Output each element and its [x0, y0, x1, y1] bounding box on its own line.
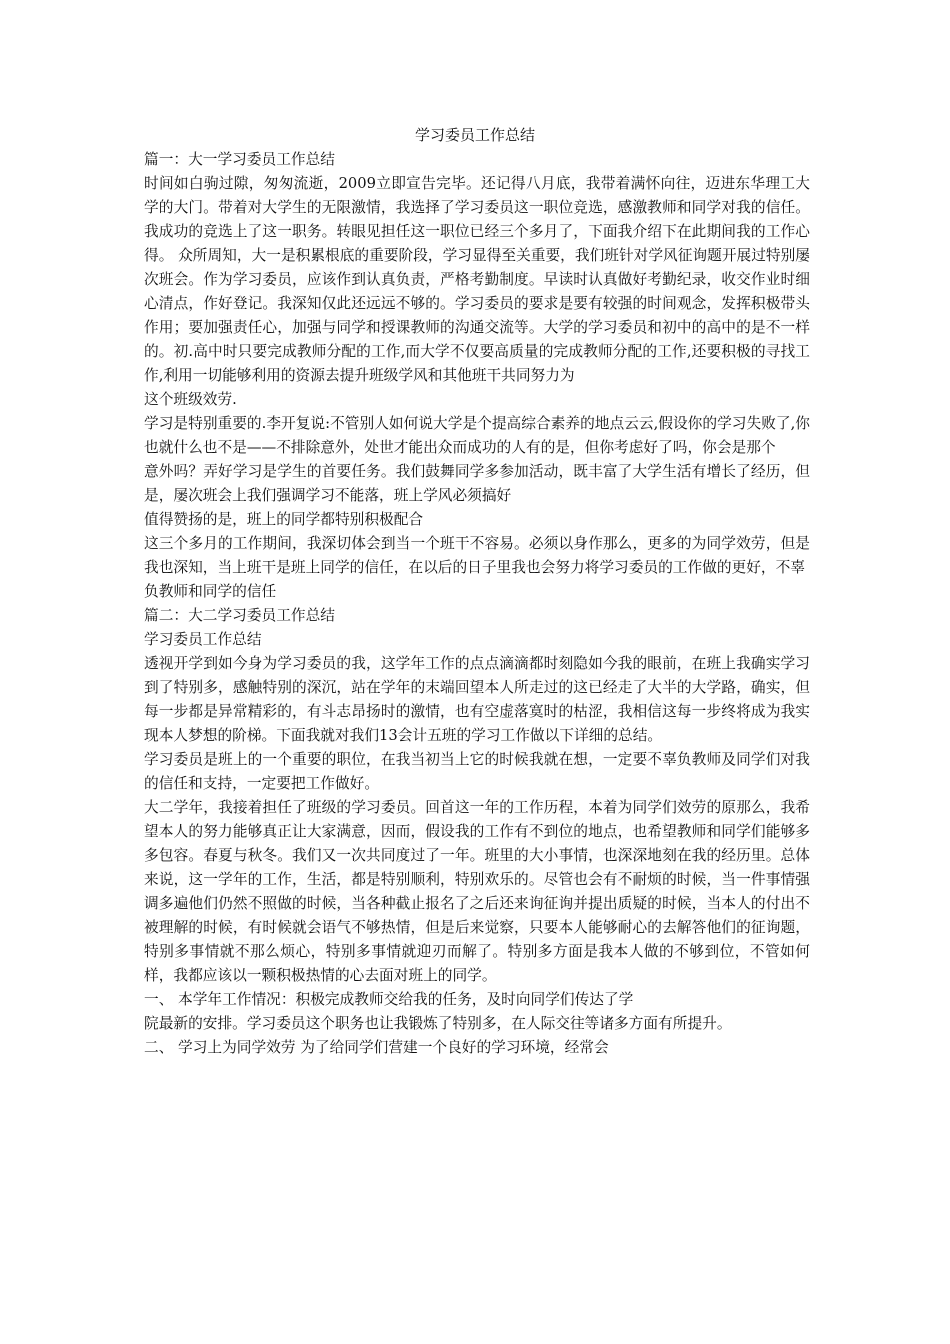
- paragraph: 时间如白驹过隙，匆匆流逝，2009立即宣告完毕。还记得八月底，我带着满怀向往，迈进东华理工大学的大门。带着对大学生的无限激情，我选择了学习委员这一职位竞选，感激教师和同学对我的信任。我成功的竞选上了这一职务。转眼见担任这一职位已经三个多月了，下面我介绍下在此期间我的工作心得。 众所周知，大一是积累根底的重要阶段，学习显得至关重要，我们班针对学风征询题开展过特别屡次班会。作为学习委员，应该作到认真负责，严格考勤制度。早读时认真做好考勤纪录，收交作业时细心清点，作好登记。我深知仅此还远远不够的。学习委员的要求是要有较强的时间观念，发挥积极带头作用；要加强责任心，加强与同学和授课教师的沟通交流等。大学的学习委员和初中的高中的是不一样的。初.高中时只要完成教师分配的工作,而大学不仅要高质量的完成教师分配的工作,还要积极的寻找工作,利用一切能够利用的资源去提升班级学风和其他班干共同努力为: [144, 175, 810, 384]
- paragraph: 院最新的安排。学习委员这个职务也让我锻炼了特别多，在人际交往等诸多方面有所提升。: [144, 1015, 732, 1032]
- paragraph: 透视开学到如今身为学习委员的我，这学年工作的点点滴滴都时刻隐如今我的眼前，在班上我确实学习到了特别多，感触特别的深沉，站在学年的末端回望本人所走过的这已经走了大半的大学路，确实，但每一步都是异常精彩的，有斗志昂扬时的激情，也有空虚落寞时的枯涩，我相信这每一步终将成为我实现本人梦想的阶梯。下面我就对我们13会计五班的学习工作做以下详细的总结。: [144, 655, 810, 744]
- list-item: 二、 学习上为同学效劳 为了给同学们营建一个良好的学习环境，经常会: [144, 1039, 609, 1056]
- paragraph: 这三个多月的工作期间，我深切体会到当一个班干不容易。必须以身作那么，更多的为同学效劳，但是我也深知，当上班干是班上同学的信任，在以后的日子里我也会努力将学习委员的工作做的更好，不辜: [144, 535, 810, 576]
- section-heading: 篇二：大二学习委员工作总结: [144, 607, 335, 624]
- paragraph: 大二学年，我接着担任了班级的学习委员。回首这一年的工作历程，本着为同学们效劳的原那么，我希望本人的努力能够真正让大家满意，因而，假设我的工作有不到位的地点，也希望教师和同学们能够多多包容。春夏与秋冬。我们又一次共同度过了一年。班里的大小事情，也深深地刻在我的经历里。总体来说，这一学年的工作，生活，都是特别顺利，特别欢乐的。尽管也会有不耐烦的时候，当一件事情强调多遍他们仍然不照做的时候，当各种截止报名了之后还来询征询并提出质疑的时候，当本人的付出不被理解的时候，有时候就会语气不够热情，但是后来觉察，只要本人能够耐心的去解答他们的征询题，特别多事情就不那么烦心，特别多事情就迎刃而解了。特别多方面是我本人做的不够到位，不管如何样，我都应该以一颗积极热情的心去面对班上的同学。: [144, 799, 810, 984]
- paragraph: 值得赞扬的是，班上的同学都特别积极配合: [144, 511, 424, 528]
- paragraph: 负教师和同学的信任: [144, 583, 277, 600]
- list-item: 一、 本学年工作情况：积极完成教师交给我的任务，及时向同学们传达了学: [144, 991, 634, 1008]
- document-body: [144, 148, 810, 1060]
- document-title: 学习委员工作总结: [414, 126, 535, 144]
- paragraph: 学习委员是班上的一个重要的职位，在我当初当上它的时候我就在想，一定要不辜负教师及同学们对我的信任和支持，一定要把工作做好。: [144, 751, 810, 792]
- section-heading: 篇一：大一学习委员工作总结: [144, 151, 335, 168]
- paragraph: 这个班级效劳.: [144, 391, 237, 408]
- paragraph: 学习是特别重要的.李开复说:不管别人如何说大学是个提高综合素养的地点云云,假设你的学习失败了,你也就什么也不是——不排除意外，处世才能出众而成功的人有的是，但你考虑好了吗，你会是那个: [144, 415, 810, 456]
- paragraph: 意外吗？弄好学习是学生的首要任务。我们鼓舞同学多参加活动，既丰富了大学生活有增长了经历，但是，屡次班会上我们强调学习不能落，班上学风必须搞好: [144, 463, 810, 504]
- sub-heading: 学习委员工作总结: [144, 631, 262, 648]
